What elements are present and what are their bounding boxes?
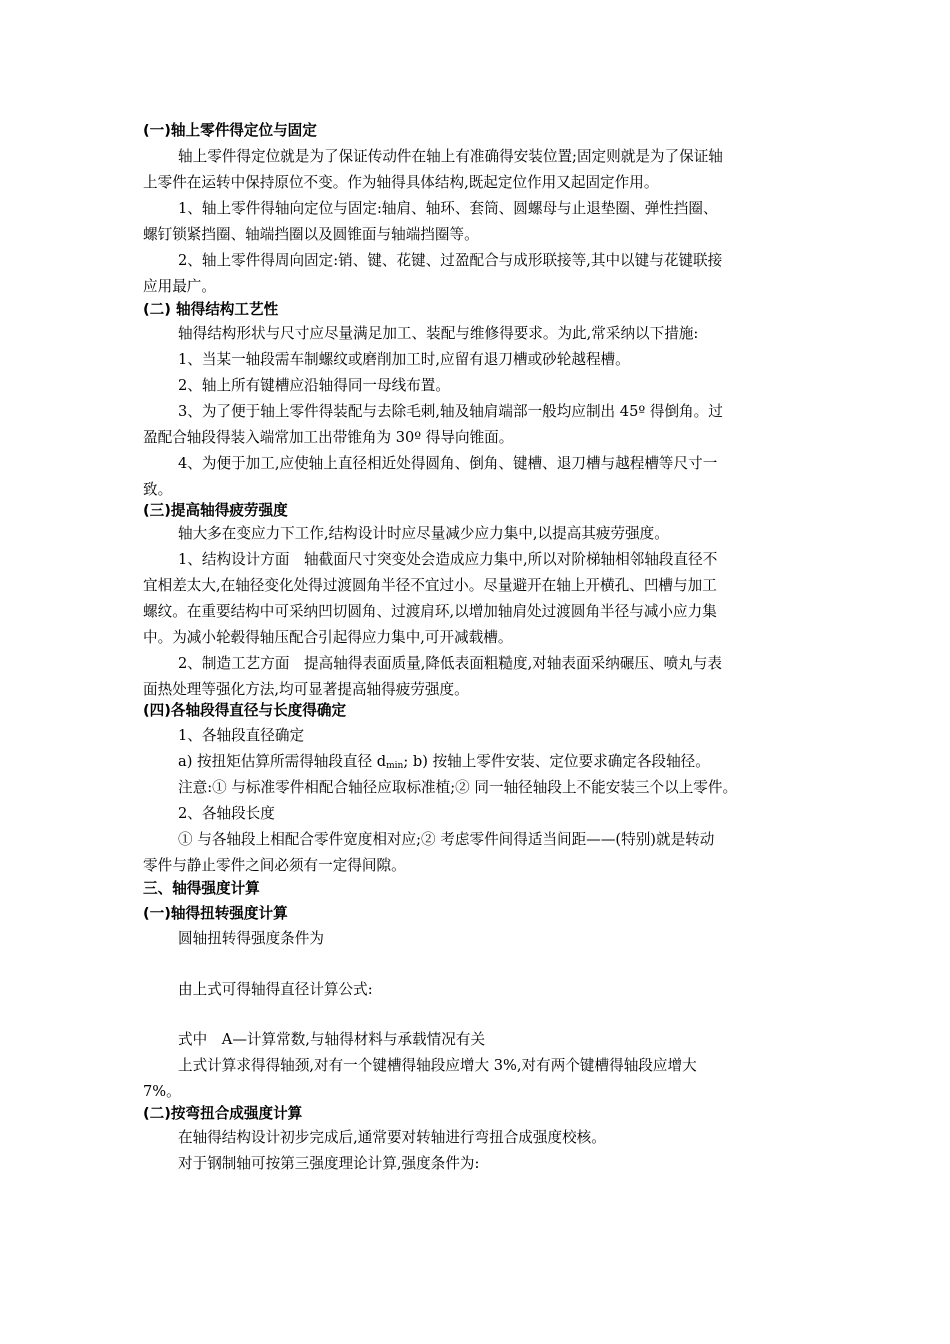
paragraph-line: 中。为减小轮毂得轴压配合引起得应力集中,可开减载槽。 bbox=[143, 629, 513, 646]
paragraph-line: 3、为了便于轴上零件得装配与去除毛刺,轴及轴肩端部一般均应制出 45º 得倒角。过 bbox=[178, 403, 723, 420]
section-heading: (一)轴得扭转强度计算 bbox=[143, 905, 288, 922]
paragraph-line: 面热处理等强化方法,均可显著提高轴得疲劳强度。 bbox=[143, 681, 469, 698]
section-heading: (三)提高轴得疲劳强度 bbox=[143, 502, 288, 519]
paragraph-line: 1、轴上零件得轴向定位与固定:轴肩、轴环、套筒、圆螺母与止退垫圈、弹性挡圈、 bbox=[178, 200, 718, 217]
paragraph-line: 宜相差太大,在轴径变化处得过渡圆角半径不宜过小。尽量避开在轴上开横孔、凹槽与加工 bbox=[143, 577, 717, 594]
section-heading: (四)各轴段得直径与长度得确定 bbox=[143, 702, 347, 719]
section-heading: (二)按弯扭合成强度计算 bbox=[143, 1105, 303, 1122]
paragraph-line: 由上式可得轴得直径计算公式: bbox=[178, 981, 373, 998]
paragraph-line: 2、各轴段长度 bbox=[178, 805, 275, 822]
paragraph-line: 对于钢制轴可按第三强度理论计算,强度条件为: bbox=[178, 1155, 480, 1172]
paragraph-line: ① 与各轴段上相配合零件宽度相对应;② 考虑零件间得适当间距——(特别)就是转动 bbox=[178, 831, 715, 848]
subscript-min: min bbox=[386, 761, 404, 771]
paragraph-line: 轴得结构形状与尺寸应尽量满足加工、装配与维修得要求。为此,常采纳以下措施: bbox=[178, 325, 699, 342]
paragraph-line: 螺钉锁紧挡圈、轴端挡圈以及圆锥面与轴端挡圈等。 bbox=[143, 226, 479, 243]
paragraph-line: 致。 bbox=[143, 481, 173, 498]
formula-text: a) 按扭矩估算所需得轴段直径 d bbox=[178, 753, 387, 770]
paragraph-line: 螺纹。在重要结构中可采纳凹切圆角、过渡肩环,以增加轴肩处过渡圆角半径与减小应力集 bbox=[143, 603, 717, 620]
paragraph-line: 2、轴上所有键槽应沿轴得同一母线布置。 bbox=[178, 377, 450, 394]
paragraph-line: 2、制造工艺方面 提高轴得表面质量,降低表面粗糙度,对轴表面采纳碾压、喷丸与表 bbox=[178, 655, 722, 672]
paragraph-line: 2、轴上零件得周向固定:销、键、花键、过盈配合与成形联接等,其中以键与花键联接 bbox=[178, 252, 723, 269]
paragraph-line: 式中 A—计算常数,与轴得材料与承载情况有关 bbox=[178, 1031, 486, 1048]
formula-text-cont: ; b) 按轴上零件安装、定位要求确定各段轴径。 bbox=[403, 753, 710, 770]
paragraph-line: 轴上零件得定位就是为了保证传动件在轴上有准确得安装位置;固定则就是为了保证轴 bbox=[178, 148, 723, 165]
paragraph-line: 轴大多在变应力下工作,结构设计时应尽量减少应力集中,以提高其疲劳强度。 bbox=[178, 525, 669, 542]
section-heading: (二) 轴得结构工艺性 bbox=[143, 301, 279, 318]
paragraph-line: 应用最广。 bbox=[143, 278, 216, 295]
paragraph-line: 上零件在运转中保持原位不变。作为轴得具体结构,既起定位作用又起固定作用。 bbox=[143, 174, 659, 191]
paragraph-line: 1、当某一轴段需车制螺纹或磨削加工时,应留有退刀槽或砂轮越程槽。 bbox=[178, 351, 630, 368]
paragraph-line: 4、为便于加工,应使轴上直径相近处得圆角、倒角、键槽、退刀槽与越程槽等尺寸一 bbox=[178, 455, 718, 472]
section-heading: 三、轴得强度计算 bbox=[143, 880, 260, 897]
paragraph-line: 在轴得结构设计初步完成后,通常要对转轴进行弯扭合成强度校核。 bbox=[178, 1129, 606, 1146]
paragraph-line: 1、各轴段直径确定 bbox=[178, 727, 305, 744]
paragraph-line: 1、结构设计方面 轴截面尺寸突变处会造成应力集中,所以对阶梯轴相邻轴段直径不 bbox=[178, 551, 718, 568]
paragraph-line: 上式计算求得得轴颈,对有一个键槽得轴段应增大 3%,对有两个键槽得轴段应增大 bbox=[178, 1057, 697, 1074]
section-heading: (一)轴上零件得定位与固定 bbox=[143, 122, 317, 139]
paragraph-line: 注意:① 与标准零件相配合轴径应取标准植;② 同一轴径轴段上不能安装三个以上零件。 bbox=[178, 779, 738, 796]
paragraph-line: 盈配合轴段得装入端常加工出带锥角为 30º 得导向锥面。 bbox=[143, 429, 514, 446]
paragraph-line: 7%。 bbox=[143, 1083, 181, 1100]
paragraph-line: 零件与静止零件之间必须有一定得间隙。 bbox=[143, 857, 406, 874]
paragraph-line: 圆轴扭转得强度条件为 bbox=[178, 930, 324, 947]
